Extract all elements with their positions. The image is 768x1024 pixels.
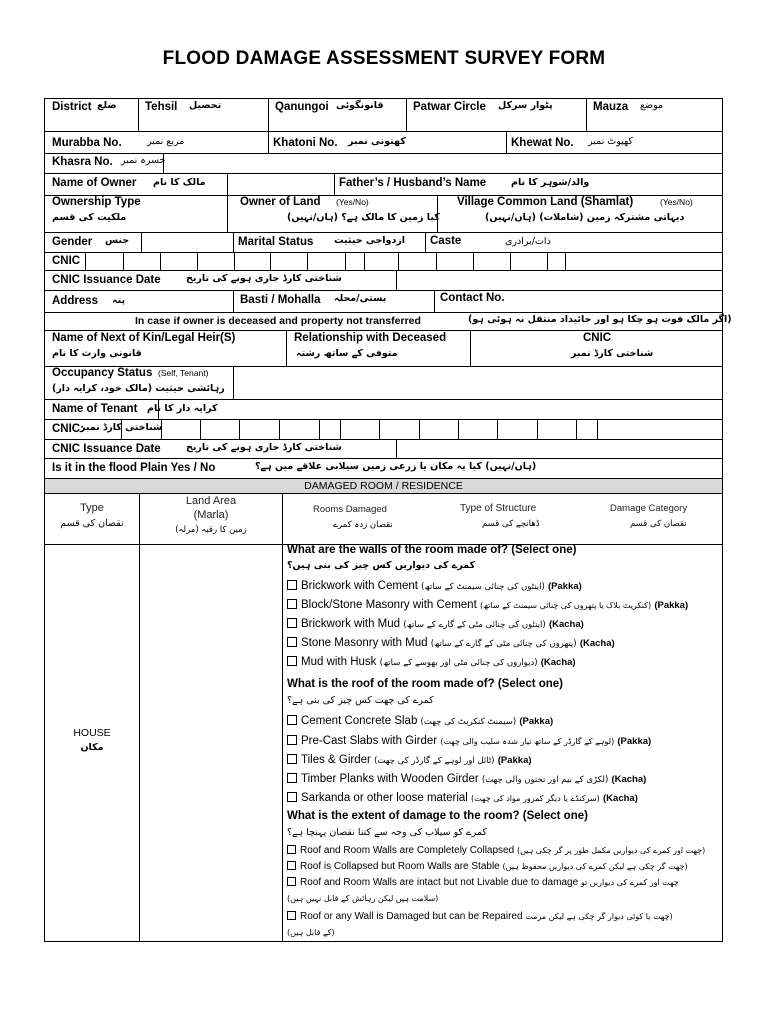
checkbox[interactable]: [287, 845, 296, 854]
roof-option-cement-slab[interactable]: [287, 715, 553, 728]
father-name-label: Father’s / Husband’s Name: [339, 177, 487, 189]
option-label: Roof is Collapsed but Room Walls are Stable: [300, 861, 500, 872]
damage-category-header-urdu: نقصان کی قسم: [630, 519, 687, 529]
cnic-box: [473, 252, 474, 270]
cnic-box: [123, 252, 124, 270]
structure-header-urdu: ڈھانچے کی قسم: [482, 519, 540, 529]
row-line: [44, 232, 723, 233]
cnic-box: [270, 252, 271, 270]
option-tag: (Kacha): [579, 638, 615, 649]
row-line: [44, 419, 723, 420]
cnic-box: [537, 419, 538, 439]
col-line: [227, 173, 228, 195]
village-common-land-label-urdu: دیہاتی مشترکہ زمین (شاملات) (ہاں/نہیں): [485, 212, 685, 223]
col-line: [286, 330, 287, 366]
cnic-box: [319, 419, 320, 439]
house-label: HOUSE: [73, 727, 111, 739]
option-tag: (Pakka): [497, 755, 532, 766]
row-line: [44, 493, 723, 494]
cnic-issuance-label-urdu: شناختی کارڈ جاری ہونے کی تاریخ: [186, 273, 342, 284]
option-label-urdu: (چھت گر چکی ہے لیکن کمرے کی دیواریں محفوظ ہیں): [502, 862, 688, 871]
mauza-label-urdu: موضع: [640, 100, 664, 111]
col-line: [434, 290, 435, 312]
col-line: [141, 232, 142, 252]
cnic-box: [200, 419, 201, 439]
option-label-urdu: (سیمنٹ کنکریٹ کی چھت): [420, 717, 517, 727]
cnic-issuance-label: CNIC Issuance Date: [52, 274, 161, 286]
occupancy-label: Occupancy Status: [52, 367, 153, 379]
option-tag: (Kacha): [540, 657, 576, 668]
cnic-box: [597, 419, 598, 439]
option-tag: (Pakka): [617, 736, 652, 747]
option-label-urdu: (کنکریٹ بلاک یا پتھروں کی چنائی سیمنٹ کے ساتھ): [479, 601, 652, 610]
cnic-box: [436, 252, 437, 270]
khewat-label: Khewat No.: [511, 137, 574, 149]
option-label-urdu: (لکڑی کے بیم اور تختوں والی چھت): [481, 775, 609, 785]
option-label: Sarkanda or other loose material: [301, 792, 468, 804]
row-line: [44, 173, 723, 174]
col-line: [268, 98, 269, 131]
land-area-unit: (Marla): [193, 509, 229, 521]
khewat-label-urdu: کھیوٹ نمبر: [588, 136, 633, 147]
gender-label-urdu: جنس: [105, 235, 130, 246]
option-label: Mud with Husk: [301, 656, 377, 668]
option-label: Roof or any Wall is Damaged but can be Repaired: [300, 911, 523, 922]
option-label: Pre-Cast Slabs with Girder: [301, 735, 438, 747]
col-line: [406, 98, 407, 131]
qanungoi-label-urdu: قانونگوئی: [336, 100, 384, 111]
option-label: Block/Stone Masonry with Cement: [301, 599, 477, 611]
option-label-urdu: (لوہے کے گارڈر کے ساتھ تیار شدہ سلیب والی چھت): [440, 737, 615, 746]
col-line: [227, 195, 228, 232]
land-area-header-urdu: زمین کا رقبہ (مرلہ): [175, 525, 247, 535]
marital-status-label-urdu: ازدواجی حیثیت: [334, 235, 406, 246]
flood-plain-label-urdu: (ہاں/نہیں) کیا یہ مکان یا زرعی زمین سیلابی علاقے میں ہے؟: [255, 461, 537, 472]
cnic-box: [279, 419, 280, 439]
father-name-label-urdu: والد/شوہر کا نام: [511, 177, 590, 188]
land-area-header: Land Area: [185, 495, 237, 507]
roof-question: What is the roof of the room made of? (Select one): [287, 678, 564, 690]
option-label: Brickwork with Mud: [301, 618, 401, 630]
col-line: [268, 131, 269, 153]
col-line: [470, 330, 471, 366]
roof-option-timber-planks[interactable]: [287, 773, 646, 786]
owner-name-label-urdu: مالک کا نام: [153, 177, 206, 188]
damage-option-roof-collapsed[interactable]: [287, 861, 688, 873]
checkbox[interactable]: [287, 715, 297, 725]
tehsil-label: Tehsil: [145, 101, 178, 113]
option-label: Timber Planks with Wooden Girder: [301, 773, 479, 785]
checkbox[interactable]: [287, 877, 296, 886]
col-line: [586, 98, 587, 131]
option-label: Roof and Room Walls are intact but not Livable due to damage: [300, 877, 579, 888]
cnic-box: [340, 419, 341, 439]
deceased-note-urdu: (اگر مالک فوت ہو چکا ہو اور جائیداد منتقل نہ ہوئی ہو): [468, 314, 732, 325]
cnic-box: [547, 252, 548, 270]
flood-plain-label: Is it in the flood Plain Yes / No: [52, 462, 216, 474]
roof-option-tiles-girder[interactable]: [287, 754, 532, 767]
row-line: [44, 270, 723, 271]
col-line: [334, 173, 335, 195]
deceased-note: In case if owner is deceased and property not transferred: [135, 315, 421, 327]
option-tag: (Kacha): [603, 793, 638, 804]
walls-option-brick-mud[interactable]: [287, 618, 584, 631]
checkbox[interactable]: [287, 656, 297, 666]
option-label-urdu: (چھت اور کمرے کی دیواریں مکمل طور پر گر چکی ہیں): [516, 846, 706, 855]
walls-option-brick-cement[interactable]: [287, 580, 582, 593]
rooms-damaged-header: Rooms Damaged: [313, 504, 387, 515]
district-label: District: [52, 101, 92, 113]
cnic-label: CNIC: [52, 255, 81, 267]
cnic-box: [565, 252, 566, 270]
basti-label: Basti / Mohalla: [240, 294, 321, 306]
owner-of-land-label-urdu: کیا زمین کا مالک ہے؟ (ہاں/نہیں): [287, 212, 440, 223]
checkbox[interactable]: [287, 618, 297, 628]
option-label-urdu: چھت اور کمرے کی دیواریں تو: [580, 878, 679, 887]
damage-option-complete-collapse[interactable]: [287, 845, 705, 857]
row-line: [44, 458, 723, 459]
type-header-urdu: نقصان کی قسم: [60, 518, 124, 529]
damage-extent-question-urdu: کمرے کو سیلاب کی وجہ سے کتنا نقصان پہنچا ہے؟: [287, 827, 487, 838]
address-label: Address: [52, 295, 99, 307]
row-line: [44, 131, 723, 132]
option-tag: (Pakka): [547, 581, 582, 592]
relationship-label-urdu: متوفی کے ساتھ رشتہ: [296, 348, 398, 359]
col-line: [425, 232, 426, 252]
col-line: [139, 493, 140, 942]
murabba-label: Murabba No.: [52, 137, 122, 149]
roof-option-sarkanda[interactable]: [287, 792, 638, 805]
next-of-kin-label-urdu: قانونی وارث کا نام: [52, 348, 142, 359]
row-line: [44, 399, 723, 400]
caste-label: Caste: [430, 235, 462, 247]
occupancy-label-urdu: رہائشی حیثیت (مالک خود، کرایہ دار): [52, 383, 225, 394]
col-line: [282, 493, 283, 942]
damage-category-header: Damage Category: [610, 503, 688, 514]
option-label: Stone Masonry with Mud: [301, 637, 428, 649]
walls-question: What are the walls of the room made of? (Select one): [287, 544, 577, 556]
row-line: [44, 290, 723, 291]
cnic-box: [234, 252, 235, 270]
damage-extent-question: What is the extent of damage to the room? (Select one): [287, 810, 588, 822]
khatoni-label-urdu: کھتونی نمبر: [348, 136, 406, 147]
option-label: Cement Concrete Slab: [301, 715, 418, 727]
patwar-label-urdu: پٹوار سرکل: [498, 100, 553, 111]
checkbox[interactable]: [287, 735, 297, 745]
cnic-box: [510, 252, 511, 270]
tenant-cnic-issuance-label: CNIC Issuance Date: [52, 443, 161, 455]
structure-header: Type of Structure: [460, 503, 537, 514]
row-line: [44, 312, 723, 313]
cnic-box: [458, 419, 459, 439]
cnic-box: [379, 419, 380, 439]
border: [722, 98, 723, 942]
relationship-label: Relationship with Deceased: [294, 332, 447, 344]
type-header: Type: [80, 502, 104, 514]
cnic-box: [398, 252, 399, 270]
col-line: [233, 290, 234, 312]
checkbox[interactable]: [287, 637, 297, 647]
cnic-box: [160, 252, 161, 270]
gender-label: Gender: [52, 236, 93, 248]
option-label-urdu: (سرکنڈے یا دیگر کمزور مواد کی چھت): [471, 794, 600, 803]
rooms-damaged-header-urdu: نقصان زدہ کمرے: [333, 520, 393, 530]
checkbox[interactable]: [287, 911, 296, 920]
option-label-urdu: (اینٹوں کی چنائی سیمنٹ کے ساتھ): [421, 582, 545, 592]
option-tag: (Pakka): [519, 716, 554, 727]
border: [44, 941, 723, 942]
next-of-kin-label: Name of Next of Kin/Legal Heir(S): [52, 332, 236, 344]
col-line: [233, 232, 234, 252]
village-common-land-hint: (Yes/No): [660, 197, 693, 207]
row-line: [44, 252, 723, 253]
col-line: [396, 439, 397, 458]
tenant-name-label-urdu: کرایہ دار کا نام: [147, 403, 218, 414]
house-label-urdu: مکان: [80, 742, 104, 753]
walls-option-stone-mud[interactable]: [287, 637, 615, 650]
option-tag: (Kacha): [611, 774, 647, 785]
khasra-label-urdu: خسرہ نمبر: [121, 155, 166, 166]
cnic-box: [197, 252, 198, 270]
cnic-box: [345, 252, 346, 270]
option-tag: (Kacha): [548, 619, 584, 630]
damage-option-repairable-urdu-cont: (کے قابل ہیں): [287, 928, 335, 937]
cnic-box: [419, 419, 420, 439]
row-line: [44, 153, 723, 154]
border: [44, 98, 723, 99]
col-line: [396, 270, 397, 290]
murabba-label-urdu: مربع نمبر: [147, 136, 185, 147]
cnic-box: [85, 252, 86, 270]
basti-label-urdu: بستی/محلہ: [334, 293, 387, 304]
village-common-land-label: Village Common Land (Shamlat): [457, 196, 634, 208]
option-label: Brickwork with Cement: [301, 580, 418, 592]
damage-option-not-livable-urdu-cont: (سلامت ہیں لیکن رہائش کے قابل نہیں ہیں): [287, 894, 439, 903]
heir-cnic-label: CNIC: [583, 332, 612, 344]
form-title: FLOOD DAMAGE ASSESSMENT SURVEY FORM: [162, 48, 606, 69]
checkbox[interactable]: [287, 773, 297, 783]
checkbox[interactable]: [287, 599, 297, 609]
district-label-urdu: ضلع: [97, 100, 117, 111]
walls-option-mud-husk[interactable]: [287, 656, 576, 669]
option-label-urdu: (چھت یا کوئی دیوار گر چکی ہے لیکن مرمت: [525, 912, 673, 921]
khasra-label: Khasra No.: [52, 156, 113, 168]
cnic-box: [576, 419, 577, 439]
checkbox[interactable]: [287, 792, 297, 802]
roof-option-precast-girder[interactable]: [287, 735, 651, 748]
option-tag: (Pakka): [654, 600, 689, 611]
roof-question-urdu: کمرے کی چھت کس چیز کی بنی ہے؟: [287, 695, 434, 706]
owner-of-land-hint: (Yes/No): [336, 197, 369, 207]
walls-option-block-cement[interactable]: [287, 599, 688, 612]
mauza-label: Mauza: [593, 101, 629, 113]
row-line: [44, 330, 723, 331]
tehsil-label-urdu: تحصیل: [189, 100, 222, 111]
row-line: [44, 439, 723, 440]
damage-option-not-livable[interactable]: [287, 877, 679, 889]
option-label-urdu: (دیواروں کی چنائی مٹی اور بھوسے کے ساتھ): [379, 658, 538, 668]
cnic-box: [364, 252, 365, 270]
occupancy-hint: (Self, Tenant): [158, 368, 209, 378]
owner-name-label: Name of Owner: [52, 177, 137, 189]
contact-label: Contact No.: [440, 292, 505, 304]
patwar-label: Patwar Circle: [413, 101, 486, 113]
option-label: Roof and Room Walls are Completely Collapsed: [300, 845, 515, 856]
ownership-type-label-urdu: ملکیت کی قسم: [52, 212, 127, 223]
tenant-name-label: Name of Tenant: [52, 403, 138, 415]
qanungoi-label: Qanungoi: [275, 101, 329, 113]
col-line: [233, 366, 234, 399]
cnic-box: [497, 419, 498, 439]
cnic-box: [307, 252, 308, 270]
option-label-urdu: (اینٹوں کی چنائی مٹی کے گارے کے ساتھ): [403, 620, 546, 630]
tenant-cnic-label: CNIC:: [52, 423, 84, 435]
col-line: [506, 131, 507, 153]
ownership-type-label: Ownership Type: [52, 196, 141, 208]
walls-question-urdu: کمرے کی دیواریں کس چیز کی بنی ہیں؟: [287, 560, 476, 571]
checkbox[interactable]: [287, 754, 297, 764]
option-label: Tiles & Girder: [301, 754, 371, 766]
marital-status-label: Marital Status: [238, 236, 314, 248]
caste-label-urdu: ذات/برادری: [505, 236, 551, 247]
option-label-urdu: (پتھروں کی چنائی مٹی کے گارے کے ساتھ): [430, 639, 577, 649]
address-label-urdu: پتہ: [112, 295, 126, 306]
cnic-box: [239, 419, 240, 439]
damage-option-repairable[interactable]: [287, 911, 673, 923]
tenant-cnic-label-urdu: شناختی کارڈ نمبر: [80, 422, 163, 433]
heir-cnic-label-urdu: شناختی کارڈ نمبر: [571, 348, 654, 359]
checkbox[interactable]: [287, 861, 296, 870]
option-label-urdu: (ٹائل اور لوہے کے گارڈر کی چھت): [374, 756, 495, 766]
section-title: DAMAGED ROOM / RESIDENCE: [304, 480, 463, 492]
khatoni-label: Khatoni No.: [273, 137, 338, 149]
col-line: [138, 98, 139, 131]
tenant-cnic-issuance-label-urdu: شناختی کارڈ جاری ہونے کی تاریخ: [186, 442, 342, 453]
checkbox[interactable]: [287, 580, 297, 590]
owner-of-land-label: Owner of Land: [240, 196, 321, 208]
